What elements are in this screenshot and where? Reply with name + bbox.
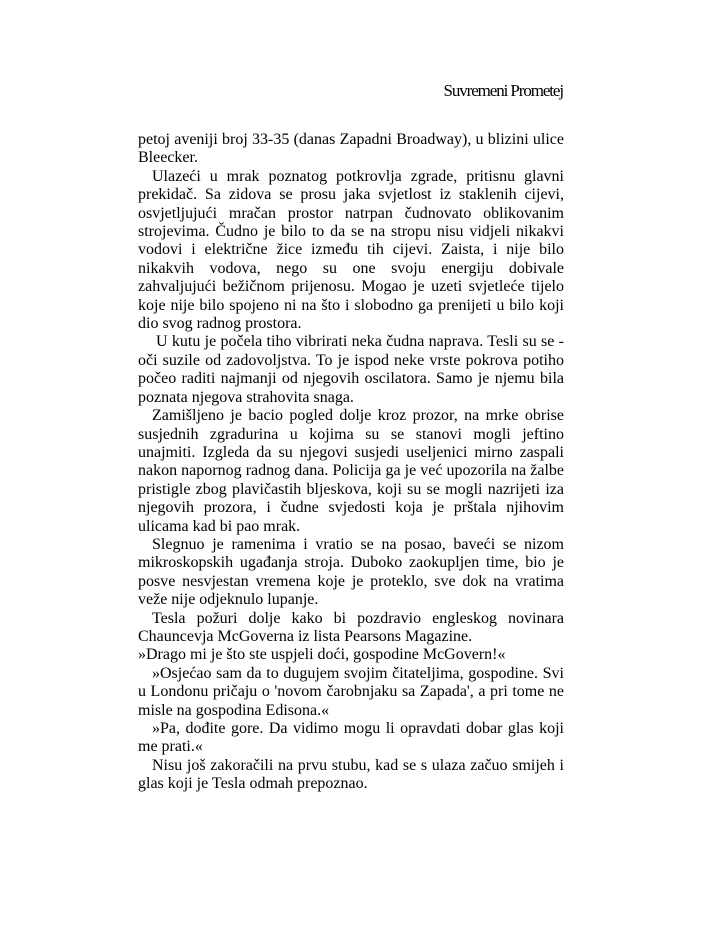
paragraph: Nisu još zakoračili na prvu stubu, kad se s ulaza začuo smijeh i glas koji je Tesla odmah prepoznao. xyxy=(138,756,564,793)
paragraph: »Drago mi je što ste uspjeli doći, gospodine McGovern!« xyxy=(138,646,506,664)
paragraph: petoj aveniji broj 33-35 (danas Zapadni Broadway), u blizini ulice Bleecker. xyxy=(138,131,564,167)
paragraph: »Pa, dođite gore. Da vidimo mogu li opravdati dobar glas koji me prati.« xyxy=(138,720,564,756)
body-text xyxy=(138,131,564,794)
paragraph: U kutu je počela tiho vibrirati neka čudna naprava. Tesli su se -oči suzile od zadovoljstva. To je ispod neke vrste pokrova potiho počeo raditi najmanji od njegovih oscilatora. Samo je njemu bila poznata njegova strahovita snaga. xyxy=(138,333,564,406)
paragraph: Zamišljeno je bacio pogled dolje kroz prozor, na mrke obrise susjednih zgradurina u kojima su se stanovi mogli jeftino unajmiti. Izgleda da su njegovi susjedi useljenici mirno zaspali nakon napornog radnog dana. Policija ga je već upozorila na žalbe pristigle zbog plavičastih bljeskova, koji su se mogli nazrijeti iza njegovih prozora, i čudne svjedosti koja je prštala njihovim ulicama kad bi pao mrak. xyxy=(138,407,564,535)
running-header: Suvremeni Prometej xyxy=(443,81,563,100)
paragraph: Ulazeći u mrak poznatog potkrovlja zgrade, pritisnu glavni prekidač. Sa zidova se prosu jaka svjetlost iz staklenih cijevi, osvjetljujući mračan prostor natrpan čudnovato oblikovanim strojevima. Čudno je bilo to da se na stropu nisu vidjeli nikakvi vodovi i električne žice između tih cijevi. Zaista, i nije bilo nikakvih vodova, nego su one svoju energiju dobivale zahvaljujući bežičnom prijenosu. Mogao je uzeti svjetleće tijelo koje nije bilo spojeno ni na što i slobodno ga prenijeti u bilo koji dio svog radnog prostora. xyxy=(138,167,564,333)
paragraph: »Osjećao sam da to dugujem svojim čitateljima, gospodine. Svi u Londonu pričaju o 'novom čarobnjaku sa Zapada', a pri tome ne misle na gospodina Edisona.« xyxy=(138,664,564,719)
paragraph: Slegnuo je ramenima i vratio se na posao, baveći se nizom mikroskopskih ugađanja stroja. Duboko zaokupljen time, bio je posve nesvjestan vremena koje je proteklo, sve dok na vratima veže nije odjeknulo lupanje. xyxy=(138,535,564,609)
paragraph: Tesla požuri dolje kako bi pozdravio engleskog novinara Chauncevja McGoverna iz lista Pearsons Magazine. xyxy=(138,609,564,645)
